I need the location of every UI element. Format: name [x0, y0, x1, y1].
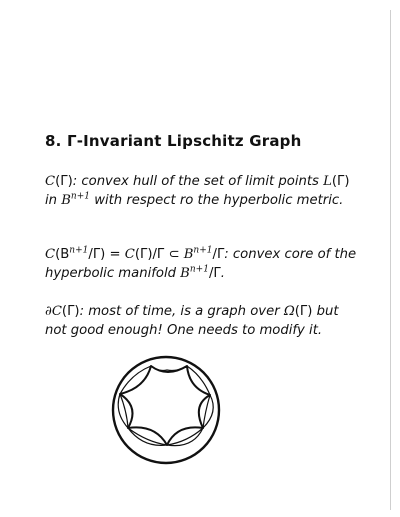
paragraph-convex-hull	[45, 172, 363, 210]
math-group: /Γ) =	[88, 247, 125, 262]
paragraph-text: in	[45, 193, 62, 208]
paragraph-text: : convex hull of the set of limit points	[72, 174, 319, 189]
math-group: (Γ)	[55, 174, 73, 189]
math-symbol: B	[61, 193, 71, 208]
math-symbol: C	[124, 247, 135, 262]
math-exponent: n+1	[193, 245, 213, 256]
math-exponent: n+1	[189, 264, 209, 275]
paragraph-text: : most of time, is a graph over	[79, 304, 284, 319]
flap-top-left	[120, 366, 151, 394]
math-group: (Γ)/Γ ⊂	[134, 247, 184, 262]
math-symbol: ∂C	[45, 304, 62, 319]
paragraph-convex-core	[45, 245, 363, 283]
math-group: (Γ)	[61, 304, 80, 319]
math-group: (Γ)	[331, 174, 350, 189]
paragraph-text: but not good enough! One needs to modify it.	[45, 304, 339, 338]
math-group: /Γ	[208, 266, 221, 281]
convex-core-figure	[107, 352, 227, 470]
slide-title: 8. Γ-Invariant Lipschitz Graph	[45, 132, 302, 150]
math-symbol: C	[45, 174, 56, 189]
math-group: /Γ	[212, 247, 225, 262]
paragraph-text: .	[220, 266, 225, 281]
math-symbol: Ω	[283, 304, 295, 319]
math-symbol: B	[183, 247, 194, 262]
math-exponent: n+1	[69, 245, 89, 256]
math-exponent: n+1	[70, 191, 90, 202]
math-group: (B	[55, 247, 70, 262]
math-symbol: C	[45, 247, 56, 262]
math-group: (Γ)	[294, 304, 313, 319]
paragraph-text: : convex core of the hyperbolic manifold	[45, 247, 357, 281]
math-symbol: B	[180, 266, 190, 281]
paragraph-boundary	[45, 302, 363, 340]
math-symbol: L	[323, 174, 332, 189]
paragraph-text: with respect ro the hyperbolic metric.	[90, 193, 344, 208]
